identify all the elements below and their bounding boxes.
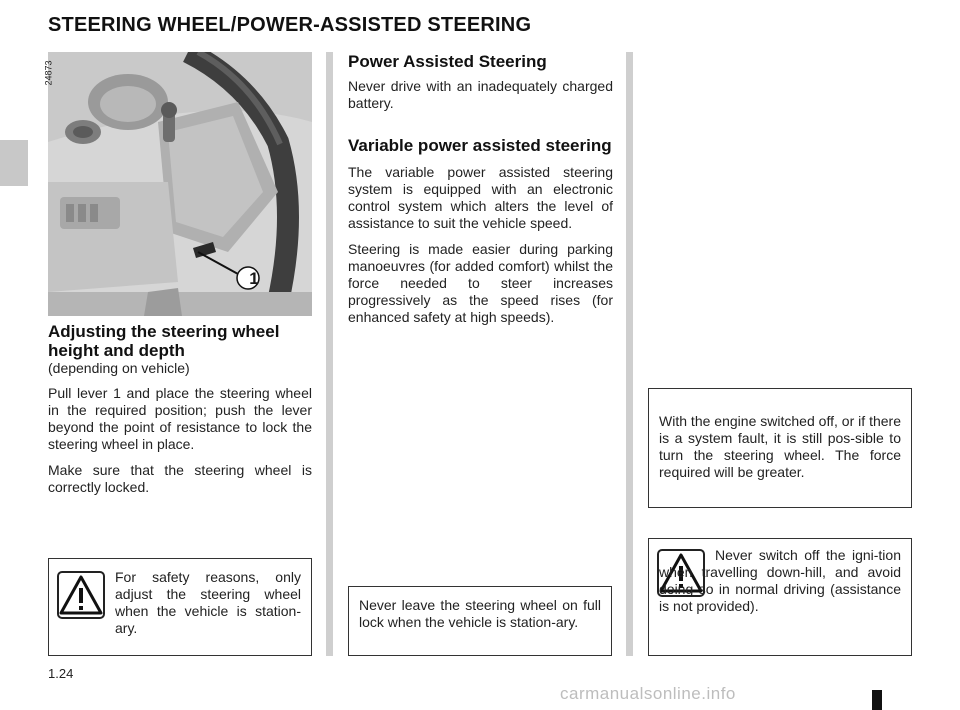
column-divider-right [626,52,633,656]
left-warning-box [48,558,312,656]
middle-note-box [348,586,612,656]
left-column-text [48,322,312,496]
steering-adjust-paragraph-2: Make sure that the steering wheel is correctly locked. [48,462,312,495]
right-note-box [648,388,912,508]
site-watermark: carmanualsonline.info [560,684,736,703]
variable-steering-paragraph-1: The variable power assisted steering system is equipped with an electronic control system which alters the level of assistance to suit the vehicle speed. [348,164,613,231]
variable-steering-heading: Variable power assisted steering [348,136,612,155]
column-divider-left [326,52,333,656]
page-number: 1.24 [48,666,74,681]
section-tab-marker [0,140,28,186]
power-steering-heading: Power Assisted Steering [348,52,547,71]
right-warning-text: Never switch off the igni-tion when travelling down-hill, and avoid doing so in normal driving (assistance is not provided). [659,547,901,614]
steering-wheel-photo [48,52,312,316]
variable-steering-paragraph-2: Steering is made easier during parking manoeuvres (for added comfort) whilst the force needed to steer increases progressively as the speed rises (for enhanced safety at high speeds). [348,241,613,325]
page-title: STEERING WHEEL/POWER-ASSISTED STEERING [48,14,532,36]
middle-note-text: Never leave the steering wheel on full lock when the vehicle is station-ary. [359,597,601,630]
image-code [43,56,66,96]
middle-column-text [348,52,613,326]
right-note-text: With the engine switched off, or if there is a system fault, it is still pos-sible to turn the steering wheel. The force required will be greater. [659,413,901,480]
corner-mark [872,690,882,710]
warning-icon [57,571,105,624]
lever-callout-number: 1 [249,269,259,288]
power-steering-paragraph: Never drive with an inadequately charged battery. [348,78,613,111]
steering-adjust-heading: Adjusting the steering wheel height and depth [48,322,280,360]
right-warning-box [648,538,912,656]
steering-adjust-paragraph-1: Pull lever 1 and place the steering wheel in the required position; push the lever beyond the point of resistance to lock the steering wheel in place. [48,385,312,452]
left-warning-text: For safety reasons, only adjust the steering wheel when the vehicle is station-ary. [115,569,301,636]
image-code-text: 24873 [43,60,54,86]
steering-adjust-subheading: (depending on vehicle) [48,360,190,376]
